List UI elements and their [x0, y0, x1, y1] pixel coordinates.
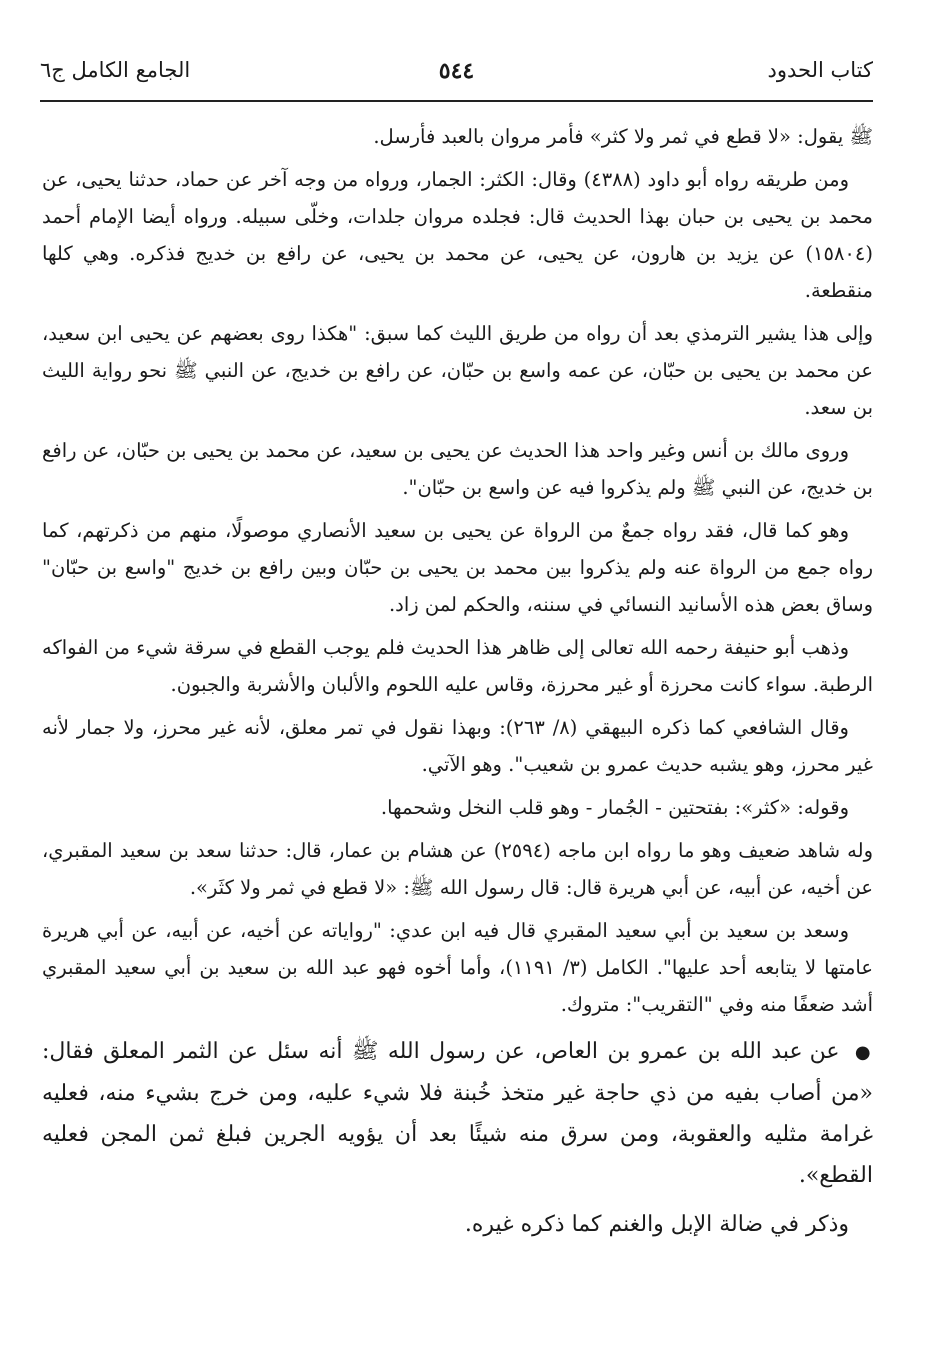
page-number: ٥٤٤ — [438, 58, 475, 84]
paragraph-5: وهو كما قال، فقد رواه جمعٌ من الرواة عن يحيى بن سعيد الأنصاري موصولًا، منهم من ذكرتهم، كما رواه جمع من الرواة عنه ولم يذكروا بين محمد بن يحيى بن حبّان وبين رافع بن خديج "واسع بن حبّان" وساق بعض هذه الأسانيد النسائي في سننه، والحكم لمن زاد. — [42, 519, 873, 616]
page-body — [42, 118, 873, 1251]
book-title: الجامع الكامل ج٦ — [40, 58, 191, 82]
closing-paragraph: وذكر في ضالة الإبل والغنم كما ذكره غيره. — [464, 1212, 849, 1237]
paragraph-8: وقوله: «كثر»: بفتحتين - الجُمار - وهو قلب النخل وشحمها. — [380, 796, 849, 819]
page-header — [40, 58, 873, 94]
paragraph-1: ﷺ يقول: «لا قطع في ثمر ولا كثر» فأمر مروان بالعبد فأرسل. — [373, 125, 873, 148]
hadith-text: عن عبد الله بن عمرو بن العاص، عن رسول الله ﷺ أنه سئل عن الثمر المعلق فقال: «من أصاب بفيه من ذي حاجة غير متخذ خُبنة فلا شيء عليه، ومن خرج بشيء منه، فعليه غرامة مثليه والعقوبة، ومن سرق منه شيئًا بعد أن يؤويه الجرين فبلغ ثمن المجن فعليه القطع». — [42, 1039, 873, 1188]
paragraph-9: وله شاهد ضعيف وهو ما رواه ابن ماجه (٢٥٩٤) عن هشام بن عمار، قال: حدثنا سعد بن سعيد المقبري، عن أخيه، عن أبيه، عن أبي هريرة قال: قال رسول الله ﷺ: «لا قطع في ثمر ولا كثَر». — [42, 839, 873, 899]
paragraph-10: وسعد بن سعيد بن أبي سعيد المقبري قال فيه ابن عدي: "رواياته عن أخيه، عن أبيه، عن أبي هريرة عامتها لا يتابعه أحد عليها". الكامل (٣/ ١١٩١)، وأما أخوه فهو عبد الله بن سعيد بن أبي سعيد المقبري أشد ضعفًا منه وفي "التقريب": متروك. — [42, 919, 873, 1016]
header-divider — [40, 100, 873, 102]
paragraph-4: وروى مالك بن أنس وغير واحد هذا الحديث عن يحيى بن سعيد، عن محمد بن يحيى بن حبّان، عن رافع بن خديج، عن النبي ﷺ ولم يذكروا فيه عن واسع بن حبّان". — [42, 439, 873, 499]
chapter-title: كتاب الحدود — [767, 58, 873, 82]
bullet-icon: ● — [854, 1042, 873, 1063]
paragraph-6: وذهب أبو حنيفة رحمه الله تعالى إلى ظاهر هذا الحديث فلم يوجب القطع في سرقة شيء من الفواكه الرطبة. سواء كانت محرزة أو غير محرزة، وقاس عليه اللحوم والألبان والأشربة والجبون. — [42, 636, 873, 696]
paragraph-7: وقال الشافعي كما ذكره البيهقي (٨/ ٢٦٣): وبهذا نقول في تمر معلق، لأنه غير محرز، ولا جمار لأنه غير محرز، وهو يشبه حديث عمرو بن شعيب". وهو الآتي. — [42, 716, 873, 776]
paragraph-2: ومن طريقه رواه أبو داود (٤٣٨٨) وقال: الكثر: الجمار، ورواه من وجه آخر عن حماد، حدثنا يحيى، عن محمد بن يحيى بن حبان بهذا الحديث قال: فجلده مروان جلدات، وخلّى سبيله. ورواه أيضا الإمام أحمد (١٥٨٠٤) عن يزيد بن هارون، عن يحيى، عن محمد بن يحيى، عن رافع بن خديج فذكره. وهي كلها منقطعة. — [42, 168, 873, 302]
paragraph-3: وإلى هذا يشير الترمذي بعد أن رواه من طريق الليث كما سبق: "هكذا روى بعضهم عن يحيى ابن سعيد، عن محمد بن يحيى بن حبّان، عن عمه واسع بن حبّان، عن رافع بن خديج، عن النبي ﷺ نحو رواية الليث بن سعد. — [42, 322, 873, 419]
hadith-paragraph — [42, 1031, 873, 1196]
